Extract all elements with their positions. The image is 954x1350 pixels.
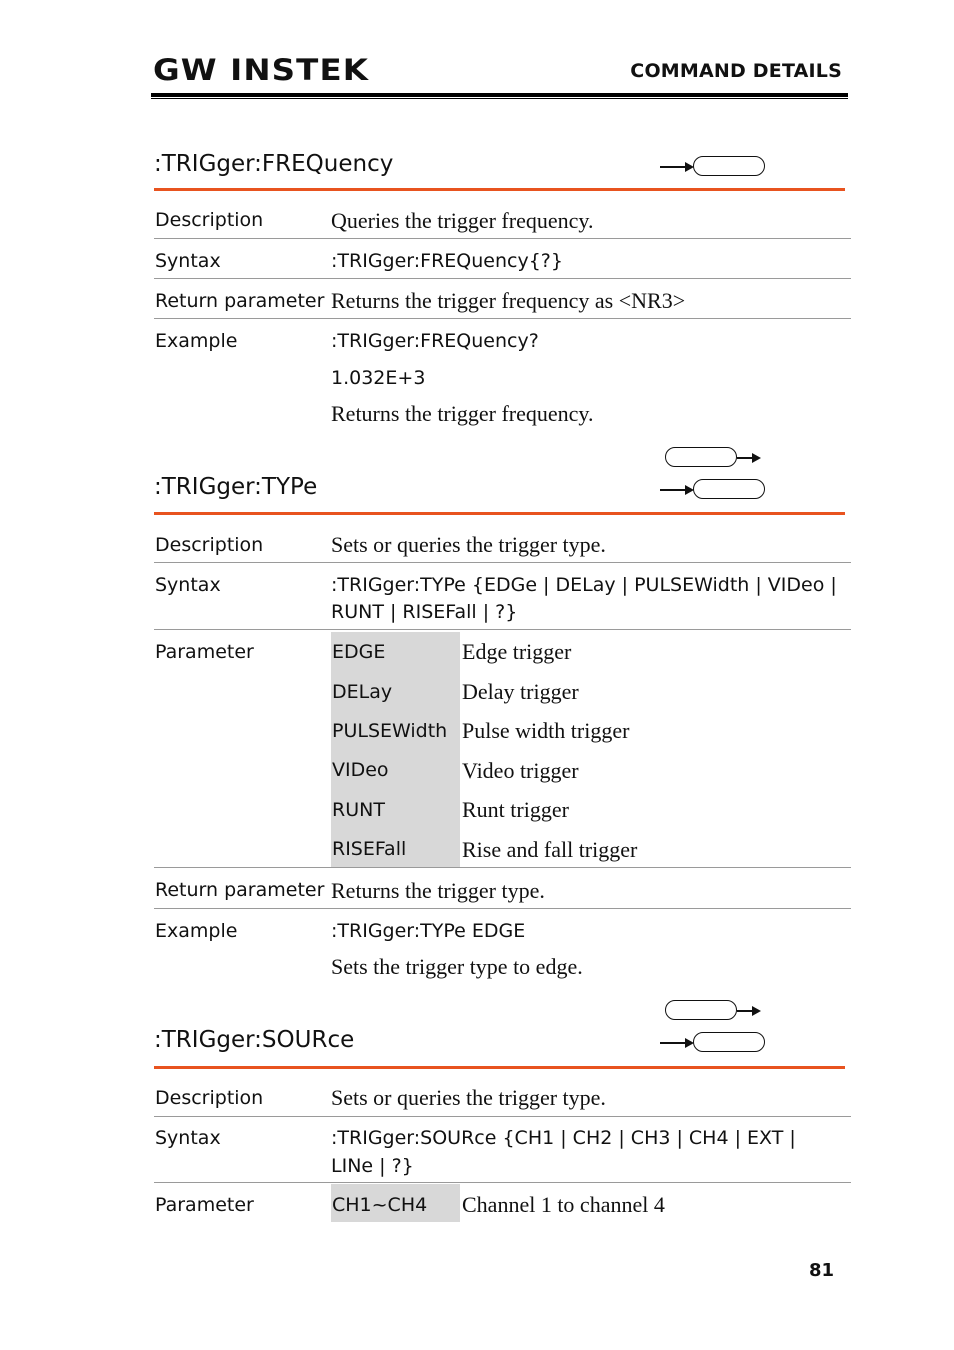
syntax-text-line2: RUNT | RISEFall | ?} bbox=[331, 601, 518, 623]
page-number: 81 bbox=[808, 1260, 834, 1281]
section-divider bbox=[154, 512, 845, 515]
parameter-name: EDGE bbox=[332, 641, 386, 663]
parameter-name: PULSEWidth bbox=[332, 720, 448, 742]
parameter-label: Parameter bbox=[155, 1194, 254, 1216]
row-divider bbox=[154, 278, 851, 279]
parameter-description: Pulse width trigger bbox=[462, 718, 630, 743]
example-label: Example bbox=[155, 920, 238, 942]
parameter-name-column bbox=[331, 632, 460, 867]
example-description: Sets the trigger type to edge. bbox=[331, 954, 583, 979]
example-command: :TRIGger:FREQuency? bbox=[331, 330, 539, 352]
description-text: Queries the trigger frequency. bbox=[331, 208, 594, 233]
syntax-label: Syntax bbox=[155, 1127, 221, 1149]
syntax-text-line1: :TRIGger:SOURce {CH1 | CH2 | CH3 | CH4 | EXT | bbox=[331, 1127, 796, 1149]
section-divider bbox=[154, 188, 845, 191]
parameter-description: Runt trigger bbox=[462, 797, 569, 822]
parameter-description: Channel 1 to channel 4 bbox=[462, 1192, 665, 1217]
description-text: Sets or queries the trigger type. bbox=[331, 532, 606, 557]
chapter-title: COMMAND DETAILS bbox=[630, 60, 842, 82]
parameter-description: Delay trigger bbox=[462, 679, 579, 704]
parameter-name: VIDeo bbox=[332, 759, 389, 781]
parameter-description: Video trigger bbox=[462, 758, 579, 783]
syntax-text: :TRIGger:FREQuency{?} bbox=[331, 250, 563, 272]
section-title-trigger-frequency: :TRIGger:FREQuency bbox=[154, 151, 394, 177]
example-label: Example bbox=[155, 330, 238, 352]
description-label: Description bbox=[155, 1087, 264, 1109]
row-divider bbox=[154, 908, 851, 909]
syntax-label: Syntax bbox=[155, 574, 221, 596]
brand-logo: GW INSTEK bbox=[153, 53, 370, 87]
return-parameter-label: Return parameter bbox=[155, 290, 325, 312]
parameter-name: DELay bbox=[332, 681, 393, 703]
example-response: 1.032E+3 bbox=[331, 367, 426, 389]
parameter-description: Edge trigger bbox=[462, 639, 572, 664]
description-label: Description bbox=[155, 209, 264, 231]
description-label: Description bbox=[155, 534, 264, 556]
row-divider bbox=[154, 562, 851, 563]
parameter-description: Rise and fall trigger bbox=[462, 837, 638, 862]
parameter-name: RUNT bbox=[332, 799, 385, 821]
parameter-label: Parameter bbox=[155, 641, 254, 663]
section-divider bbox=[154, 1066, 845, 1069]
example-command: :TRIGger:TYPe EDGE bbox=[331, 920, 526, 942]
row-divider bbox=[154, 1182, 851, 1183]
syntax-text-line1: :TRIGger:TYPe {EDGe | DELay | PULSEWidth | VIDeo | bbox=[331, 574, 837, 596]
section-title-trigger-type: :TRIGger:TYPe bbox=[154, 474, 318, 500]
row-divider bbox=[154, 867, 851, 868]
syntax-label: Syntax bbox=[155, 250, 221, 272]
row-divider bbox=[154, 238, 851, 239]
section-title-trigger-source: :TRIGger:SOURce bbox=[154, 1027, 355, 1053]
parameter-name: RISEFall bbox=[332, 838, 407, 860]
return-parameter-text: Returns the trigger type. bbox=[331, 878, 545, 903]
example-description: Returns the trigger frequency. bbox=[331, 401, 594, 426]
row-divider bbox=[154, 318, 851, 319]
description-text: Sets or queries the trigger type. bbox=[331, 1085, 606, 1110]
header-divider-thin bbox=[151, 98, 848, 99]
parameter-name: CH1~CH4 bbox=[332, 1194, 428, 1216]
return-parameter-text: Returns the trigger frequency as <NR3> bbox=[331, 288, 686, 313]
syntax-text-line2: LINe | ?} bbox=[331, 1155, 414, 1177]
row-divider bbox=[154, 629, 851, 630]
return-parameter-label: Return parameter bbox=[155, 879, 325, 901]
row-divider bbox=[154, 1116, 851, 1117]
header-divider bbox=[151, 93, 848, 97]
